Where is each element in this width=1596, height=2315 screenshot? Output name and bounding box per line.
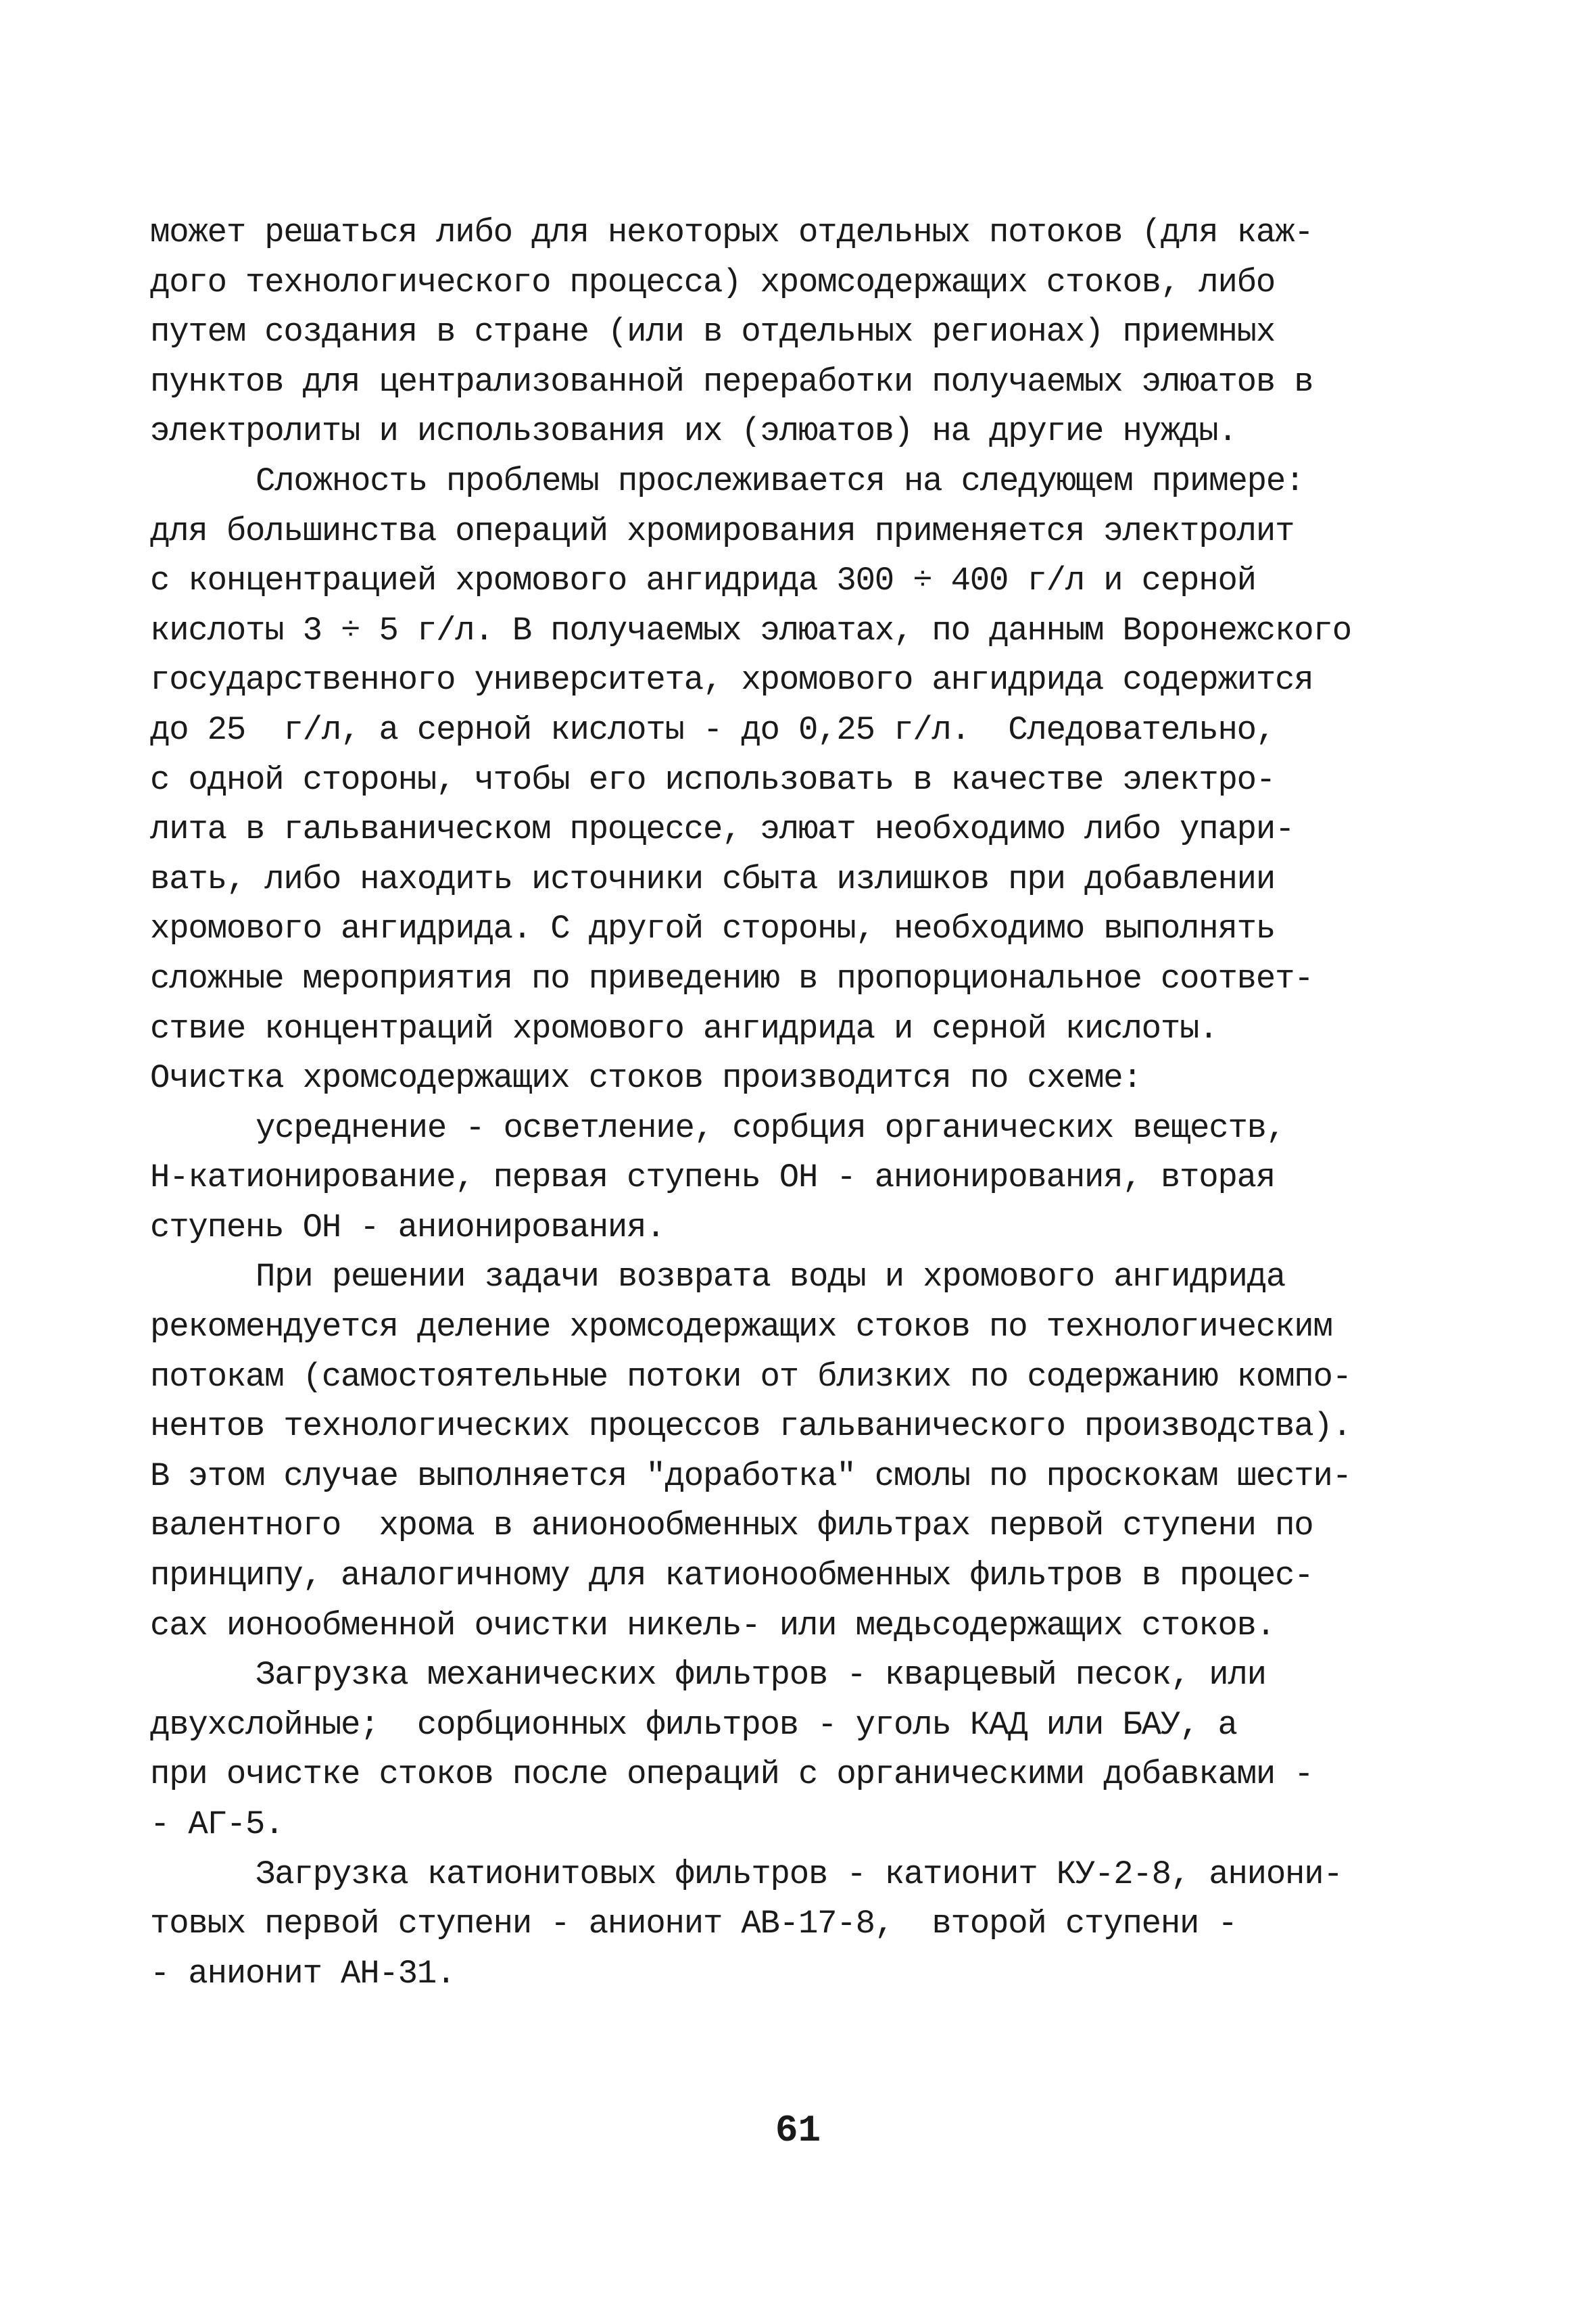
paragraph-start-line: При решении задачи возврата воды и хромового ангидрида (256, 1258, 1286, 1296)
paragraph-start-line: Загрузка механических фильтров - кварцевый песок, или (256, 1656, 1266, 1695)
text-line: валентного хрома в анионообменных фильтрах первой ступени по (150, 1507, 1313, 1545)
text-line: электролиты и использования их (элюатов) на другие нужды. (150, 412, 1237, 451)
paragraph-start-line: усреднение - осветление, сорбция органических веществ, (256, 1108, 1286, 1147)
text-line: Очистка хромсодержащих стоков производится по схеме: (150, 1059, 1142, 1098)
text-line: с одной стороны, чтобы его использовать в качестве электро- (150, 760, 1276, 799)
text-line: пунктов для централизованной переработки получаемых элюатов в (150, 362, 1313, 401)
text-line: до 25 г/л, а серной кислоты - до 0,25 г/л. Следовательно, (150, 710, 1276, 749)
text-line: с концентрацией хромового ангидрида 300 ÷ 400 г/л и серной (150, 562, 1256, 600)
text-line: при очистке стоков после операций с органическими добавками - (150, 1755, 1313, 1794)
text-line: путем создания в стране (или в отдельных регионах) приемных (150, 313, 1276, 351)
text-line: ступень ОН - анионирования. (150, 1208, 665, 1246)
text-line: дого технологического процесса) хромсодержащих стоков, либо (150, 263, 1276, 301)
text-line: - анионит АН-31. (150, 1954, 456, 1993)
text-line: Н-катионирование, первая ступень ОН - анионирования, вторая (150, 1159, 1276, 1197)
text-line: для большинства операций хромирования применяется электролит (150, 512, 1295, 550)
text-line: лита в гальваническом процессе, элюат необходимо либо упари- (150, 810, 1295, 849)
text-line: нентов технологических процессов гальванического производства). (150, 1407, 1351, 1446)
text-line: В этом случае выполняется "доработка" смолы по проскокам шести- (150, 1457, 1351, 1495)
text-line: потокам (самостоятельные потоки от близких по содержанию компо- (150, 1357, 1351, 1396)
text-line: ствие концентраций хромового ангидрида и серной кислоты. (150, 1009, 1218, 1048)
paragraph-start-line: Загрузка катионитовых фильтров - катионит КУ-2-8, аниони- (256, 1855, 1343, 1893)
text-line: товых первой ступени - анионит АВ-17-8, второй ступени - (150, 1905, 1237, 1943)
text-line: рекомендуется деление хромсодержащих стоков по технологическим (150, 1308, 1332, 1346)
text-line: хромового ангидрида. С другой стороны, необходимо выполнять (150, 910, 1276, 948)
text-line: сах ионообменной очистки никель- или медьсодержащих стоков. (150, 1606, 1276, 1644)
text-line: принципу, аналогичному для катионообменных фильтров в процес- (150, 1557, 1313, 1595)
text-line: вать, либо находить источники сбыта излишков при добавлении (150, 860, 1276, 898)
text-line: кислоты 3 ÷ 5 г/л. В получаемых элюатах, по данным Воронежского (150, 611, 1351, 650)
text-line: сложные мероприятия по приведению в пропорциональное соответ- (150, 959, 1313, 998)
page-number: 61 (775, 2109, 821, 2152)
text-line: может решаться либо для некоторых отдельных потоков (для каж- (150, 214, 1313, 251)
text-line: двухслойные; сорбционных фильтров - уголь КАД или БАУ, а (150, 1705, 1237, 1744)
text-line: государственного университета, хромового ангидрида содержится (150, 661, 1313, 700)
text-line: - АГ-5. (150, 1805, 284, 1843)
body-text (150, 208, 1495, 1999)
paragraph-start-line: Сложность проблемы прослеживается на следующем примере: (256, 462, 1305, 500)
